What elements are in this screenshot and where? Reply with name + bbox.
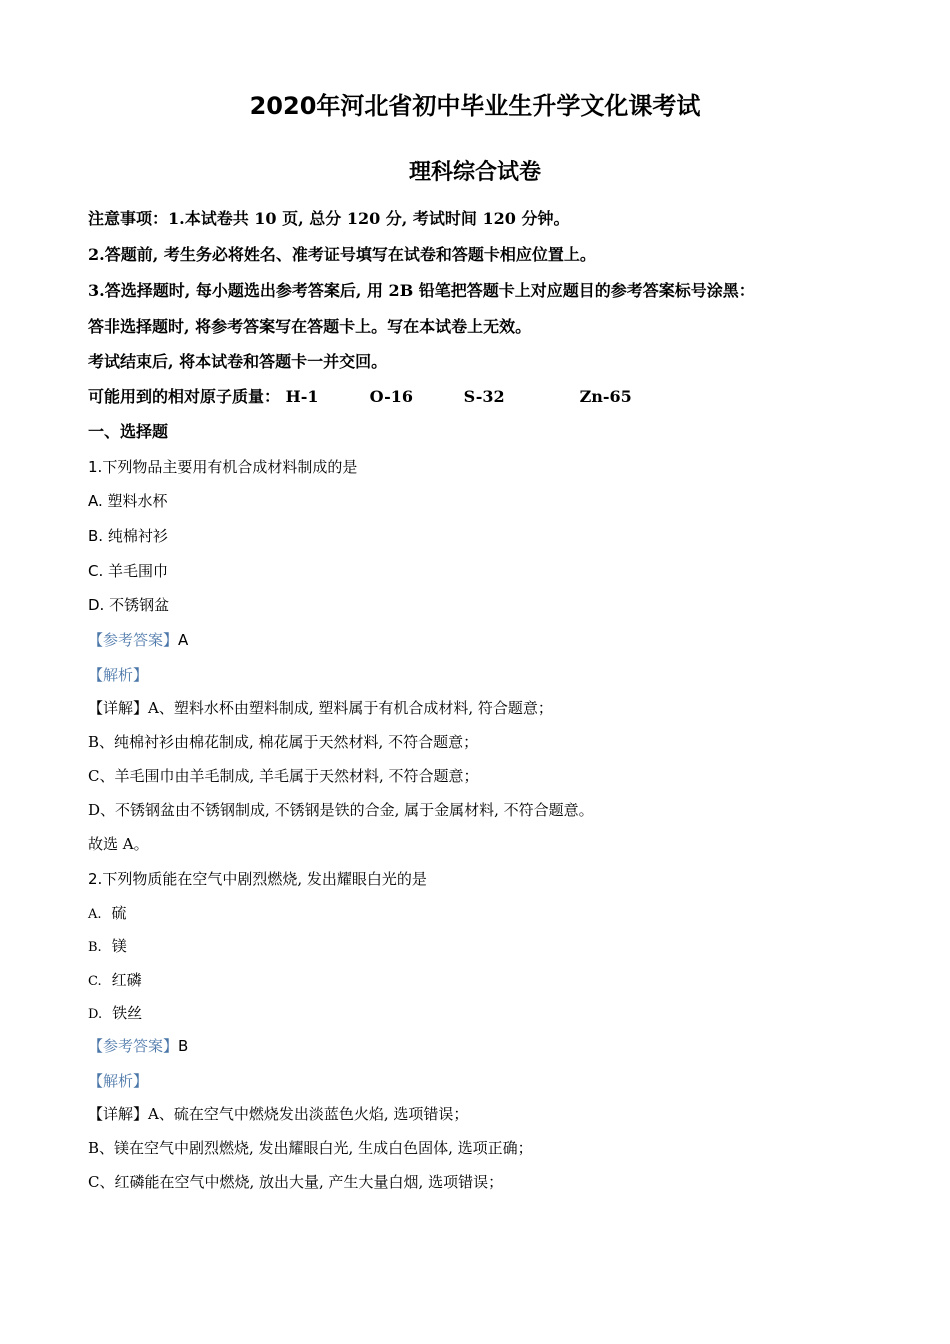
option-a	[88, 902, 127, 926]
option-letter: C.	[88, 974, 102, 989]
detail-line: 【详解】A、塑料水杯由塑料制成, 塑料属于有机合成材料, 符合题意；	[88, 699, 553, 717]
option-text: 红磷	[111, 971, 142, 989]
question-number: 1.	[88, 458, 103, 476]
option-c	[88, 560, 168, 582]
option-d	[88, 1002, 142, 1026]
answer-tag: 【参考答案】	[88, 631, 179, 649]
notice-line-5: 考试结束后, 将本试卷和答题卡一并交回。	[88, 352, 388, 371]
question-text: 下列物品主要用有机合成材料制成的是	[102, 458, 358, 476]
notice-line-3: 3.答选择题时, 每小题选出参考答案后, 用 2B 铅笔把答题卡上对应题目的参考答案标号涂黑：	[88, 281, 755, 300]
notice-line-2: 2.答题前, 考生务必将姓名、准考证号填写在试卷和答题卡相应位置上。	[88, 245, 596, 264]
option-text: 羊毛围巾	[108, 562, 169, 580]
detail-line: 【详解】A、硫在空气中燃烧发出淡蓝色火焰, 选项错误；	[88, 1105, 469, 1123]
atomic-mass-item: S-32	[463, 387, 505, 406]
option-d	[88, 594, 169, 616]
answer-value: A	[178, 631, 189, 649]
atomic-mass-item: O-16	[369, 387, 414, 406]
answer-value: B	[178, 1037, 189, 1055]
answer-tag: 【参考答案】	[88, 1037, 179, 1055]
option-letter: B.	[88, 940, 102, 955]
option-text: 硫	[111, 904, 127, 922]
detail-line: B、纯棉衬衫由棉花制成, 棉花属于天然材料, 不符合题意；	[88, 733, 479, 751]
analysis-tag: 【解析】	[88, 1072, 149, 1090]
detail-line: C、羊毛围巾由羊毛制成, 羊毛属于天然材料, 不符合题意；	[88, 767, 479, 785]
detail-line: D、不锈钢盆由不锈钢制成, 不锈钢是铁的合金, 属于金属材料, 不符合题意。	[88, 801, 594, 819]
answer-line	[88, 1035, 188, 1057]
notice-line-4: 答非选择题时, 将参考答案写在答题卡上。写在本试卷上无效。	[88, 317, 532, 336]
detail-line: C、红磷能在空气中燃烧, 放出大量, 产生大量白烟, 选项错误；	[88, 1173, 504, 1191]
option-letter: A.	[88, 907, 102, 922]
option-letter: A.	[88, 492, 103, 510]
option-letter: B.	[88, 527, 104, 545]
option-letter: D.	[88, 1007, 103, 1022]
detail-line: B、镁在空气中剧烈燃烧, 发出耀眼白光, 生成白色固体, 选项正确；	[88, 1139, 533, 1157]
notice-line-1: 注意事项：1.本试卷共 10 页, 总分 120 分, 考试时间 120 分钟。	[88, 209, 570, 228]
option-a	[88, 490, 168, 512]
section-title: 一、选择题	[88, 422, 169, 441]
option-text: 纯棉衬衫	[107, 527, 168, 545]
page-subtitle: 理科综合试卷	[408, 160, 541, 185]
answer-line	[88, 629, 188, 651]
option-text: 镁	[111, 937, 127, 955]
analysis-tag: 【解析】	[88, 666, 149, 684]
option-text: 塑料水杯	[107, 492, 168, 510]
atomic-mass-label: 可能用到的相对原子质量：	[88, 387, 281, 406]
question-number: 2.	[88, 870, 103, 888]
option-b	[88, 525, 168, 547]
page-title: 2020年河北省初中毕业生升学文化课考试	[249, 92, 701, 120]
detail-line: 故选 A。	[88, 835, 149, 853]
option-text: 铁丝	[112, 1004, 143, 1022]
question-text: 下列物质能在空气中剧烈燃烧, 发出耀眼白光的是	[102, 870, 427, 888]
option-letter: D.	[88, 596, 105, 614]
atomic-mass-item: H-1	[285, 387, 319, 406]
question-stem	[88, 868, 427, 890]
option-text: 不锈钢盆	[109, 596, 170, 614]
question-stem	[88, 456, 357, 478]
option-c	[88, 969, 142, 993]
atomic-mass-item: Zn-65	[579, 387, 632, 406]
option-letter: C.	[88, 562, 104, 580]
option-b	[88, 935, 127, 959]
atomic-mass-line	[88, 386, 632, 408]
